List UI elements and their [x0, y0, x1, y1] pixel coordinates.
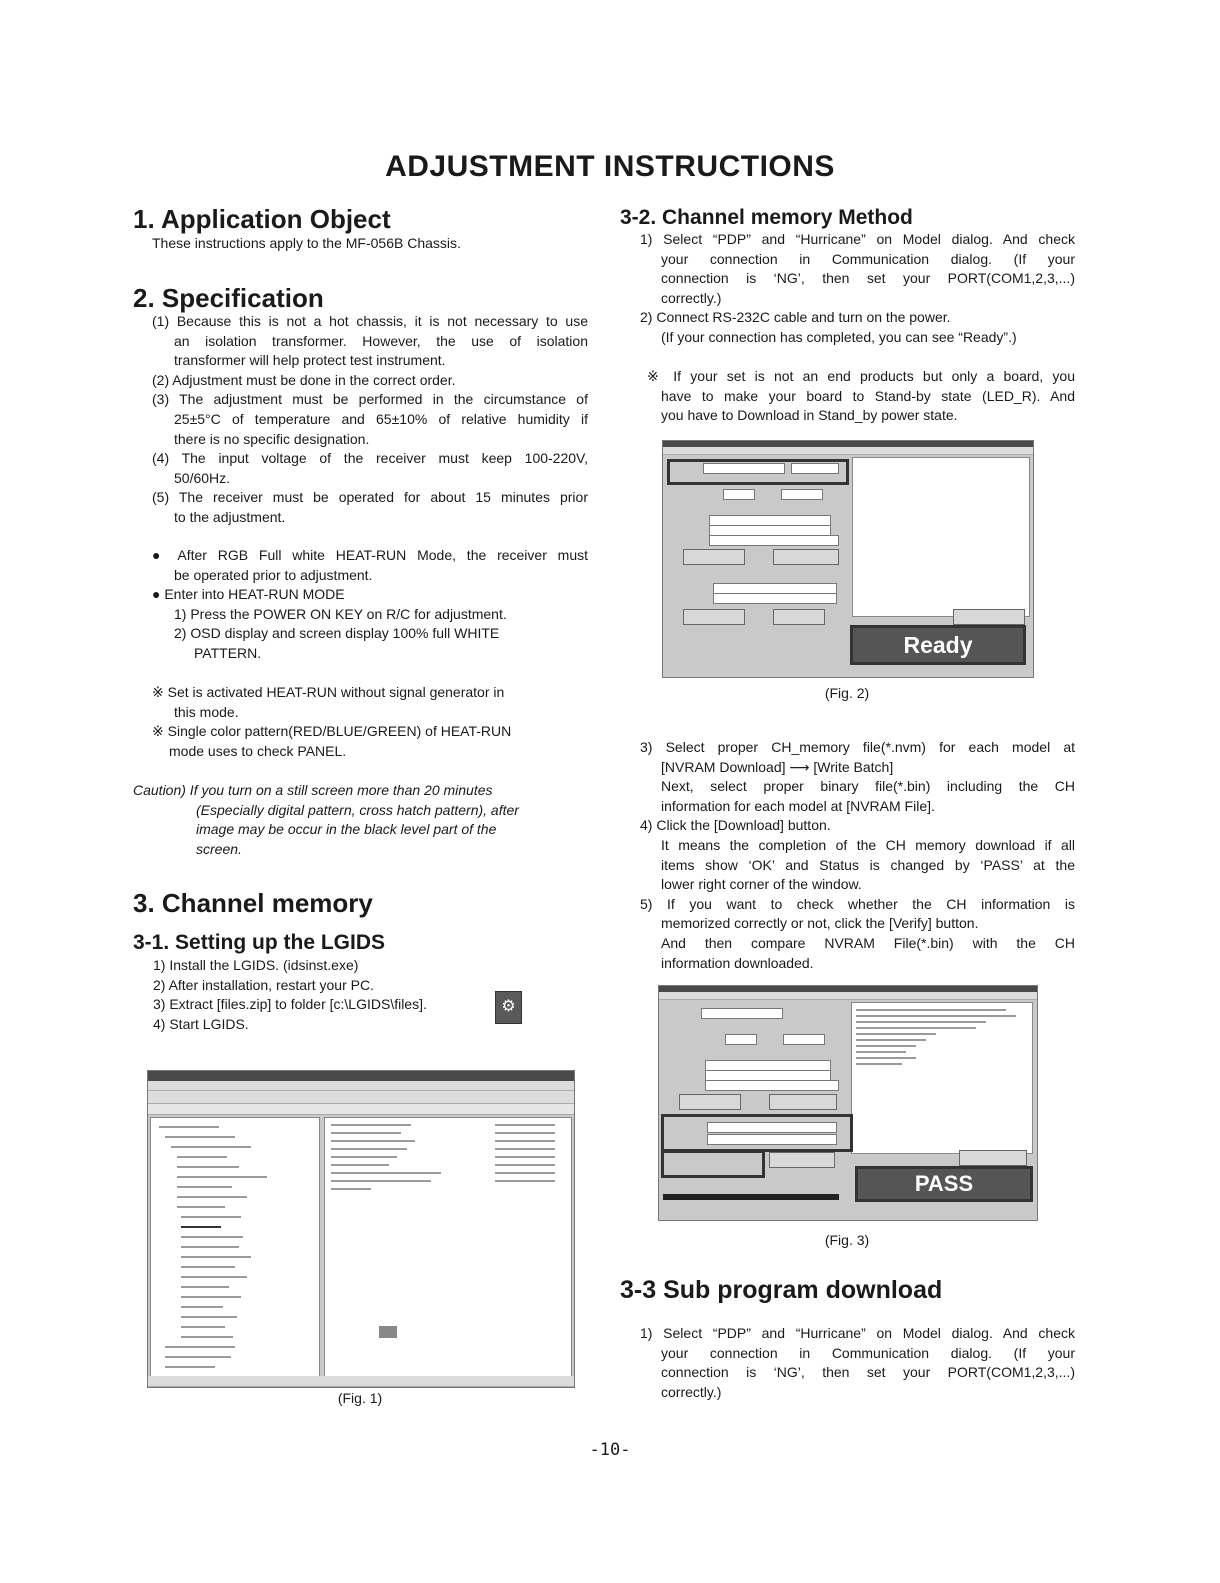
spec-line: (5) The receiver must be operated for about 15 minutes prior: [152, 489, 588, 506]
bullet-line: PATTERN.: [194, 644, 262, 661]
step-line: [NVRAM Download] ⟶ [Write Batch]: [661, 758, 894, 775]
sub-program-steps: [640, 1324, 1075, 1402]
step-line: 2) After installation, restart your PC.: [153, 976, 374, 993]
ready-status-badge: Ready: [850, 625, 1026, 665]
caution-line: image may be occur in the black level part of the: [196, 821, 497, 838]
spec-line: (3) The adjustment must be performed in the circumstance of: [152, 391, 588, 408]
caution-line: Caution) If you turn on a still screen more than 20 minutes: [133, 782, 493, 798]
section-3-heading: 3. Channel memory: [133, 888, 373, 918]
spec-line: (1) Because this is not a hot chassis, it is not necessary to use: [152, 313, 588, 329]
caution-line: screen.: [196, 840, 242, 857]
step-line: 5) If you want to check whether the CH information is: [640, 895, 1075, 912]
spec-line: (2) Adjustment must be done in the correct order.: [152, 371, 456, 388]
caution-note: [133, 781, 588, 859]
spec-line: 50/60Hz.: [174, 469, 231, 486]
step-line: information downloaded.: [661, 954, 814, 971]
step-line: correctly.): [661, 1383, 722, 1400]
note-line: mode uses to check PANEL.: [169, 742, 347, 759]
figure-1-screenshot: [147, 1070, 575, 1388]
step-line: lower right corner of the window.: [661, 876, 862, 893]
spec-line: to the adjustment.: [174, 508, 286, 525]
figure-1-caption: (Fig. 1): [337, 1390, 383, 1406]
step-line: 3) Extract [files.zip] to folder [c:\LGIDS\files].: [153, 996, 427, 1013]
step-line: 2) Connect RS-232C cable and turn on the power.: [640, 309, 951, 326]
channel-memory-steps-b: [640, 738, 1075, 973]
section-3-1-heading: 3-1. Setting up the LGIDS: [133, 931, 386, 954]
note-line: you have to Download in Stand_by power state.: [661, 407, 958, 424]
section-2-heading: 2. Specification: [133, 283, 324, 313]
step-line: And then compare NVRAM File(*.bin) with the CH: [661, 934, 1075, 951]
section-3-3-heading: 3-3 Sub program download: [620, 1276, 943, 1304]
step-line: 1) Select “PDP” and “Hurricane” on Model dialog. And check: [640, 1325, 1075, 1341]
spec-line: there is no specific designation.: [174, 430, 370, 447]
spec-line: transformer will help protect test instrument.: [174, 352, 446, 369]
figure-3-caption: (Fig. 3): [824, 1232, 870, 1248]
figure-3-screenshot: [658, 985, 1038, 1221]
section-1-heading: 1. Application Object: [133, 204, 391, 234]
note-line: ※ Single color pattern(RED/BLUE/GREEN) of HEAT-RUN: [152, 723, 512, 740]
spec-line: (4) The input voltage of the receiver must keep 100-220V,: [152, 450, 588, 467]
step-line: (If your connection has completed, you can see “Ready”.): [661, 328, 1017, 345]
figure-2-caption: (Fig. 2): [824, 685, 870, 701]
bullet-line: 1) Press the POWER ON KEY on R/C for adjustment.: [174, 605, 507, 622]
step-line: connection is ‘NG’, then set your PORT(COM1,2,3,...): [661, 270, 1075, 287]
caution-line: (Especially digital pattern, cross hatch pattern), after: [196, 801, 519, 818]
step-line: information for each model at [NVRAM File].: [661, 797, 935, 814]
step-line: correctly.): [661, 289, 722, 306]
note-line: this mode.: [174, 703, 239, 720]
bullet-line: 2) OSD display and screen display 100% full WHITE: [174, 625, 500, 642]
bullet-line: be operated prior to adjustment.: [174, 566, 373, 583]
bullet-line: ● After RGB Full white HEAT-RUN Mode, the receiver must: [152, 547, 588, 563]
step-line: memorized correctly or not, click the [Verify] button.: [661, 915, 979, 932]
standby-note: [647, 367, 1075, 426]
section-1-text: These instructions apply to the MF-056B Chassis.: [152, 235, 461, 251]
heat-run-notes: [152, 683, 588, 761]
step-line: Next, select proper binary file(*.bin) including the CH: [661, 778, 1075, 795]
step-line: your connection in Communication dialog. (If your: [661, 1344, 1075, 1361]
step-line: It means the completion of the CH memory download if all: [661, 836, 1075, 853]
step-line: 3) Select proper CH_memory file(*.nvm) for each model at: [640, 739, 1075, 755]
step-line: items show ‘OK’ and Status is changed by ‘PASS’ at the: [661, 856, 1075, 873]
step-line: 4) Start LGIDS.: [153, 1015, 249, 1032]
note-line: ※ Set is activated HEAT-RUN without signal generator in: [152, 684, 505, 700]
specification-list: [152, 312, 588, 528]
spec-line: an isolation transformer. However, the use of isolation: [174, 332, 588, 349]
step-line: your connection in Communication dialog. (If your: [661, 250, 1075, 267]
page-title: ADJUSTMENT INSTRUCTIONS: [385, 150, 835, 183]
note-line: ※ If your set is not an end products but only a board, you: [647, 368, 1075, 384]
lgids-program-icon: ⚙: [495, 991, 522, 1024]
note-line: have to make your board to Stand-by state (LED_R). And: [661, 387, 1075, 404]
heat-run-bullets: [152, 546, 588, 664]
page-number: -10-: [589, 1440, 631, 1460]
spec-line: 25±5°C of temperature and 65±10% of relative humidity if: [174, 410, 588, 427]
step-line: 4) Click the [Download] button.: [640, 817, 831, 834]
pass-status-badge: PASS: [855, 1166, 1033, 1202]
step-line: 1) Select “PDP” and “Hurricane” on Model dialog. And check: [640, 231, 1075, 247]
step-line: 1) Install the LGIDS. (idsinst.exe): [153, 957, 359, 973]
figure-2-screenshot: [662, 440, 1034, 678]
step-line: connection is ‘NG’, then set your PORT(COM1,2,3,...): [661, 1364, 1075, 1381]
bullet-line: ● Enter into HEAT-RUN MODE: [152, 586, 345, 603]
lgids-setup-steps: [153, 956, 493, 1034]
section-3-2-heading: 3-2. Channel memory Method: [620, 206, 913, 229]
channel-memory-steps-a: [640, 230, 1075, 348]
